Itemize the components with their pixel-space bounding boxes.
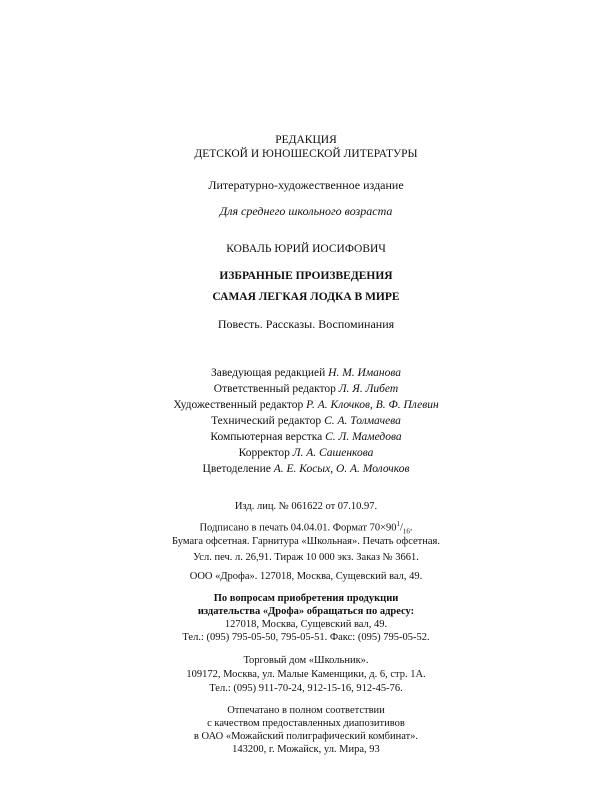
staff-row [0, 384, 612, 396]
trade-house-line3: Тел.: (095) 911-70-24, 912-15-16, 912-45-76. [209, 683, 403, 694]
purchase-line3: 127018, Москва, Сущевский вал, 49. [224, 619, 388, 630]
staff-role: Заведующая редакцией [210, 367, 326, 379]
staff-role: Компьютерная верстка [210, 431, 323, 443]
staff-person: Л. Я. Либет [338, 383, 399, 395]
purchase-line2: издательства «Дрофа» обращаться по адресу: [197, 606, 415, 617]
purchase-line1: По вопросам приобретения продукции [213, 593, 399, 604]
edition-type: Литературно-художественное издание [208, 178, 404, 192]
format-sup: 1 [396, 520, 400, 528]
author-name: КОВАЛЬ ЮРИЙ ИОСИФОВИЧ [226, 243, 386, 255]
staff-role: Цветоделение [202, 463, 271, 475]
license-line: Изд. лиц. № 061622 от 07.10.97. [234, 501, 378, 512]
printer-line1: Отпечатано в полном соответствии [227, 705, 385, 716]
staff-row [0, 464, 612, 476]
publisher-address: ООО «Дрофа». 127018, Москва, Сущевский вал, 49. [189, 571, 423, 582]
staff-person: Л. А. Сашенкова [292, 447, 374, 459]
title-line1: ИЗБРАННЫЕ ПРОИЗВЕДЕНИЯ [219, 270, 393, 282]
trade-house-line1: Торговый дом «Школьник». [243, 655, 369, 666]
genres: Повесть. Рассказы. Воспоминания [217, 317, 395, 331]
staff-row [0, 448, 612, 460]
format-sep: / [400, 522, 403, 534]
printer-line2: с качеством предоставленных диапозитивов [207, 718, 405, 729]
staff-role: Технический редактор [211, 415, 322, 427]
staff-role: Художественный редактор [173, 399, 304, 411]
print-run-line: Усл. печ. л. 26,91. Тираж 10 000 экз. Заказ № 3661. [193, 552, 419, 563]
format-sub: 16 [402, 527, 410, 536]
staff-row [0, 416, 612, 428]
staff-person: Р. А. Клочков, В. Ф. Плевин [306, 399, 439, 411]
publisher-dept-line1: РЕДАКЦИЯ [275, 134, 337, 146]
paper-line: Бумага офсетная. Гарнитура «Школьная». Печать офсетная. [172, 536, 440, 547]
signed-text: Подписано в печать 04.04.01. Формат 70×90 [199, 522, 397, 534]
staff-person: С. А. Толмачева [324, 415, 401, 427]
staff-row [0, 432, 612, 444]
trade-house-line2: 109172, Москва, ул. Малые Каменщики, д. 6, стр. 1А. [186, 669, 426, 680]
publisher-dept-line2: ДЕТСКОЙ И ЮНОШЕСКОЙ ЛИТЕРАТУРЫ [194, 148, 418, 160]
staff-person: А. Е. Косых, О. А. Молочков [273, 463, 410, 475]
signed-line [0, 521, 612, 536]
staff-row [0, 400, 612, 412]
title-line2: САМАЯ ЛЕГКАЯ ЛОДКА В МИРЕ [212, 291, 400, 303]
printer-line3: в ОАО «Можайский полиграфический комбинат». [193, 731, 419, 742]
staff-role: Корректор [238, 447, 290, 459]
printer-line4: 143200, г. Можайск, ул. Мира, 93 [232, 744, 380, 755]
staff-person: Н. М. Иманова [328, 367, 402, 379]
purchase-line4: Тел.: (095) 795-05-50, 795-05-51. Факс: (095) 795-05-52. [182, 632, 430, 643]
audience: Для среднего школьного возраста [219, 204, 393, 218]
staff-row [0, 368, 612, 380]
signed-suffix: . [409, 522, 413, 534]
staff-role: Ответственный редактор [213, 383, 336, 395]
staff-person: С. Л. Мамедова [325, 431, 402, 443]
